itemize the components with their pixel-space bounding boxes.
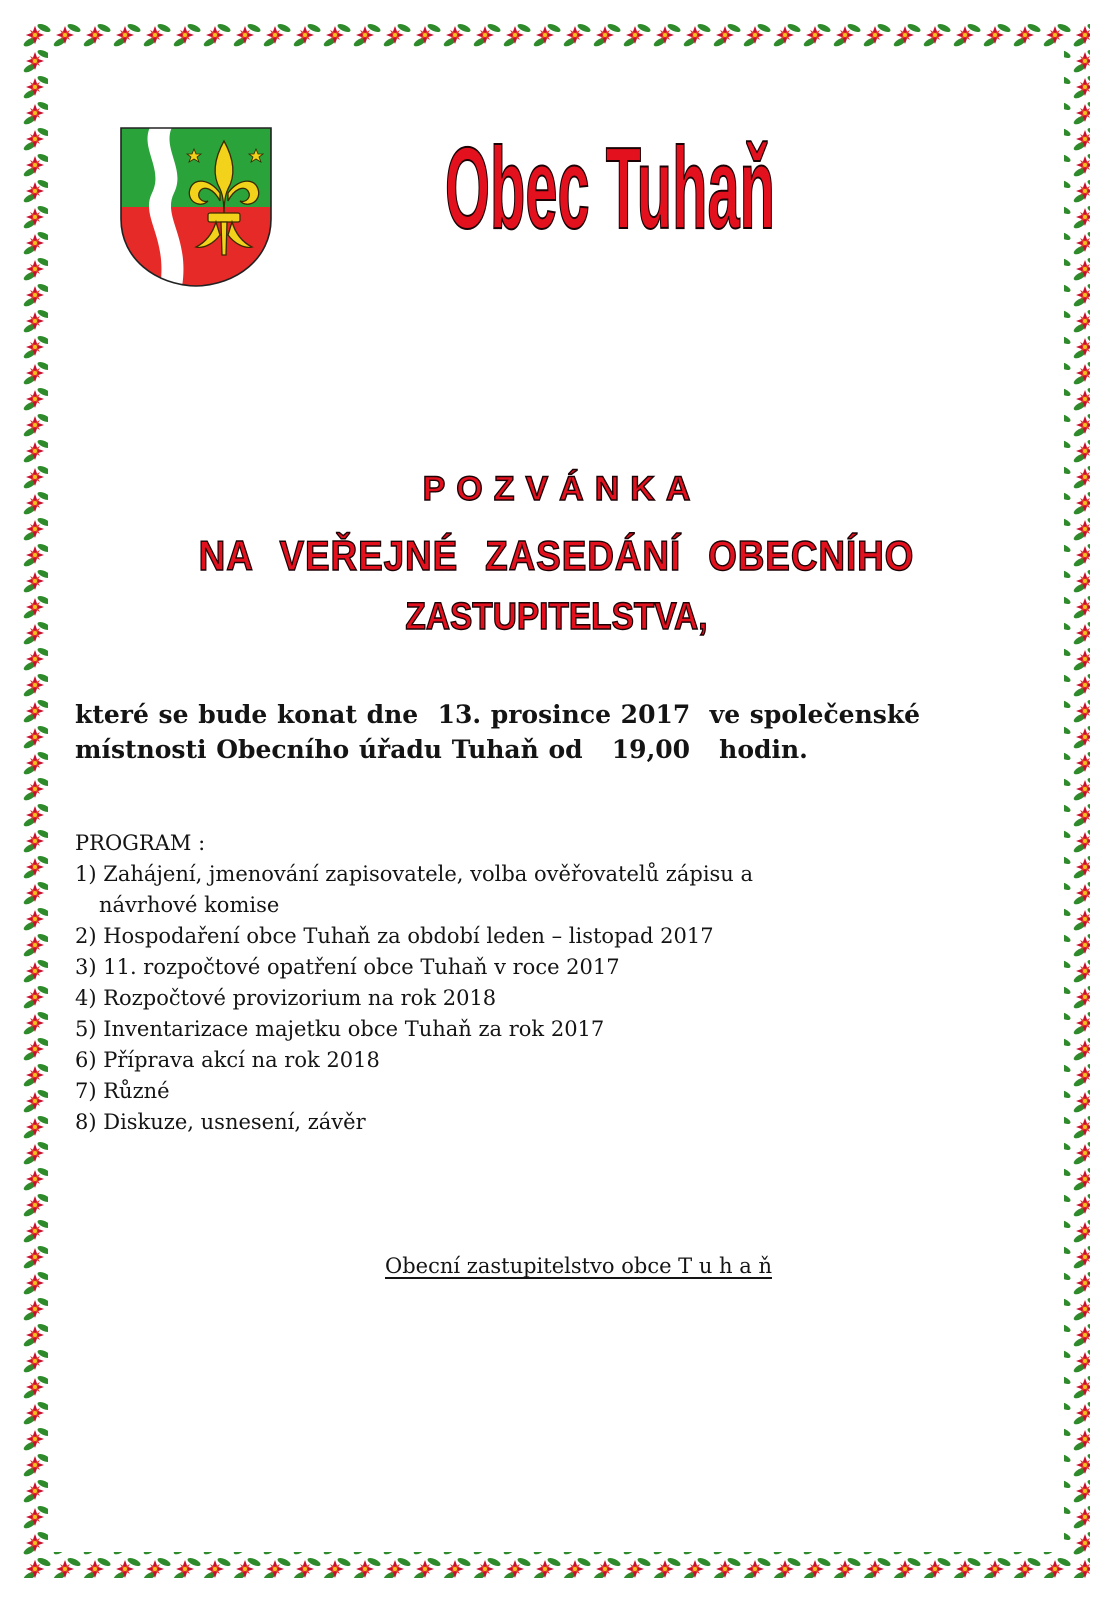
list-item: 3) 11. rozpočtové opatření obce Tuhaň v roce 2017 [75,955,620,979]
list-item: 6) Příprava akcí na rok 2018 [75,1048,380,1072]
meeting-details-line-1: které se bude konat dne 13. prosince 2017 ve společenské [75,700,921,729]
meeting-details [75,697,1035,767]
page-title [360,108,860,258]
coat-of-arms-fleur-de-lis-icon [120,127,272,287]
list-item: 7) Různé [75,1079,170,1103]
invitation-heading: POZVÁNKA [422,470,702,508]
list-item: 2) Hospodaření obce Tuhaň za období leden – listopad 2017 [75,924,714,948]
list-item: 4) Rozpočtové provizorium na rok 2018 [75,986,497,1010]
title-text: Obec Tuhaň [445,123,775,253]
meeting-heading: NA VEŘEJNÉ ZASEDÁNÍ OBECNÍHO [198,532,915,579]
list-item-text: 1) Zahájení, jmenování zapisovatele, volba ověřovatelů zápisu a [75,862,754,886]
program-list [75,859,1035,1138]
list-item [75,859,1035,921]
list-item: 8) Diskuze, usnesení, závěr [75,1110,366,1134]
council-heading: ZASTUPITELSTVA, [405,596,708,638]
signature: Obecní zastupitelstvo obce T u h a ň [385,1254,772,1278]
program-section [75,828,1035,1138]
list-item-continuation: návrhové komise [99,893,280,917]
list-item: 5) Inventarizace majetku obce Tuhaň za rok 2017 [75,1017,605,1041]
meeting-details-line-2: místnosti Obecního úřadu Tuhaň od 19,00 hodin. [75,735,808,764]
program-heading: PROGRAM : [75,831,206,855]
